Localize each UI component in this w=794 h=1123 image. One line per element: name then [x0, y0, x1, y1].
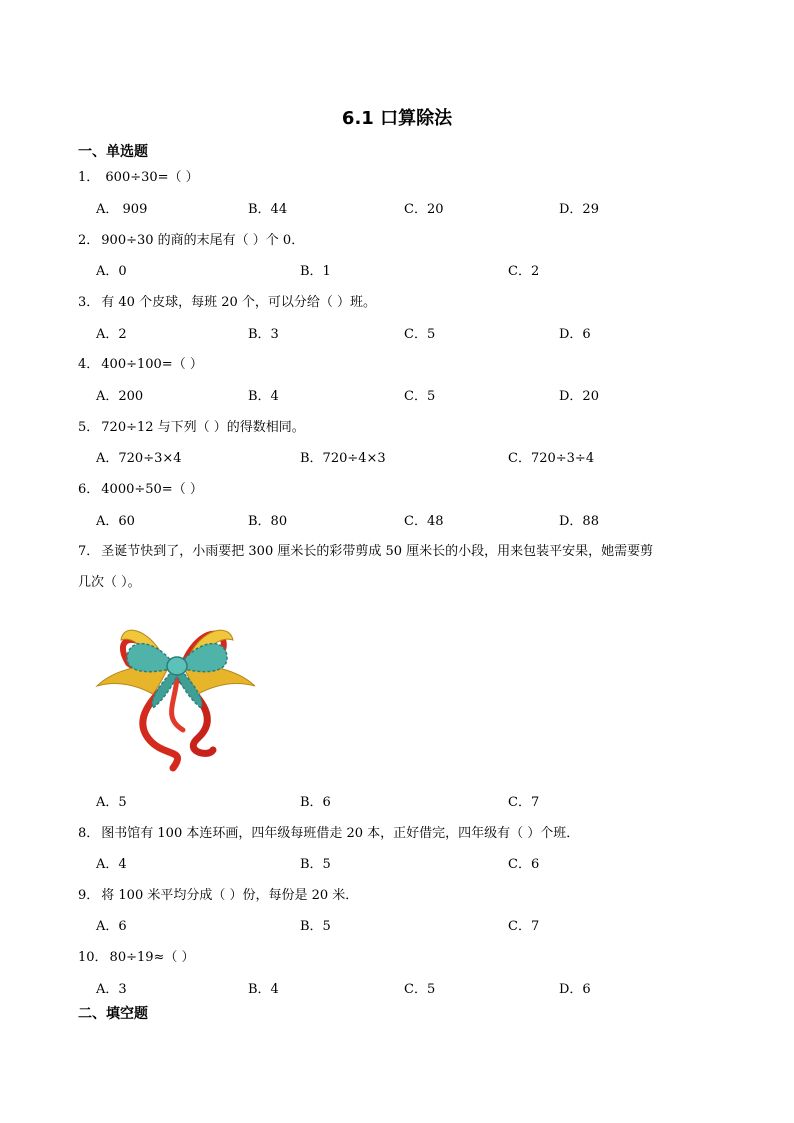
option-c: C．5	[404, 982, 436, 997]
question-number: 3．	[78, 295, 100, 310]
question-text: 720÷12 与下列（ ）的得数相同。	[101, 420, 305, 435]
question-3	[78, 291, 376, 310]
option-c: C．6	[508, 857, 540, 872]
question-6	[78, 478, 203, 497]
question-5	[78, 416, 305, 435]
question-number: 6．	[78, 482, 100, 497]
question-text: 有 40 个皮球，每班 20 个，可以分给（ ）班。	[101, 295, 377, 310]
question-7	[78, 540, 653, 559]
question-number: 7．	[78, 544, 100, 559]
option-d: D．6	[559, 982, 591, 997]
question-number: 1．	[78, 170, 100, 185]
option-b: B．720÷4×3	[300, 451, 386, 466]
option-b: B．6	[300, 795, 331, 810]
question-7-continuation: 几次（ ）。	[78, 575, 141, 590]
option-a: A．200	[96, 389, 144, 404]
option-b: B．44	[248, 202, 288, 217]
question-number: 8．	[78, 826, 100, 841]
question-9	[78, 884, 358, 903]
option-c: C．5	[404, 389, 436, 404]
option-b: B．5	[300, 919, 331, 934]
option-c: C．48	[404, 514, 444, 529]
question-text: 400÷100=（ ）	[101, 357, 203, 372]
question-number: 4．	[78, 357, 100, 372]
ribbon-bow-image	[93, 608, 258, 773]
question-4	[78, 353, 203, 372]
option-b: B．5	[300, 857, 331, 872]
option-d: D．6	[559, 327, 591, 342]
question-text: 80÷19≈（ ）	[109, 950, 195, 965]
option-d: D．20	[559, 389, 599, 404]
option-c: C．7	[508, 795, 540, 810]
option-a: A．0	[96, 264, 127, 279]
option-a: A． 909	[96, 202, 148, 217]
option-b: B．3	[248, 327, 279, 342]
option-c: C．20	[404, 202, 444, 217]
option-a: A．4	[96, 857, 127, 872]
option-c: C．720÷3÷4	[508, 451, 595, 466]
option-a: A．6	[96, 919, 127, 934]
option-b: B．4	[248, 982, 279, 997]
option-a: A．5	[96, 795, 127, 810]
question-text: 将 100 米平均分成（ ）份，每份是 20 米．	[101, 888, 359, 903]
option-b: B．1	[300, 264, 331, 279]
option-a: A．2	[96, 327, 127, 342]
question-number: 10．	[78, 950, 108, 965]
page-title: 6.1 口算除法	[341, 108, 453, 129]
question-number: 5．	[78, 420, 100, 435]
question-number: 2．	[78, 233, 100, 248]
option-d: D．88	[559, 514, 599, 529]
option-a: A．720÷3×4	[96, 451, 182, 466]
question-1	[78, 166, 199, 185]
question-number: 9．	[78, 888, 100, 903]
option-b: B．80	[248, 514, 288, 529]
option-d: D．29	[559, 202, 599, 217]
question-10	[78, 946, 195, 965]
section-heading-fill-in: 二、填空题	[78, 1006, 148, 1022]
question-text: 4000÷50=（ ）	[101, 482, 203, 497]
question-text: 图书馆有 100 本连环画，四年级每班借走 20 本，正好借完，四年级有（ ）个班．	[101, 826, 580, 841]
question-text: 圣诞节快到了，小雨要把 300 厘米长的彩带剪成 50 厘米长的小段，用来包装平安果，她需要剪	[101, 544, 654, 559]
question-8	[78, 822, 579, 841]
question-text: 900÷30 的商的末尾有（ ）个 0．	[101, 233, 305, 248]
option-c: C．2	[508, 264, 540, 279]
option-b: B．4	[248, 389, 279, 404]
option-a: A．3	[96, 982, 127, 997]
option-c: C．5	[404, 327, 436, 342]
question-2	[78, 229, 304, 248]
section-heading-single-choice: 一、单选题	[78, 144, 148, 160]
option-c: C．7	[508, 919, 540, 934]
question-text: 600÷30=（ ）	[101, 170, 199, 185]
option-a: A．60	[96, 514, 135, 529]
